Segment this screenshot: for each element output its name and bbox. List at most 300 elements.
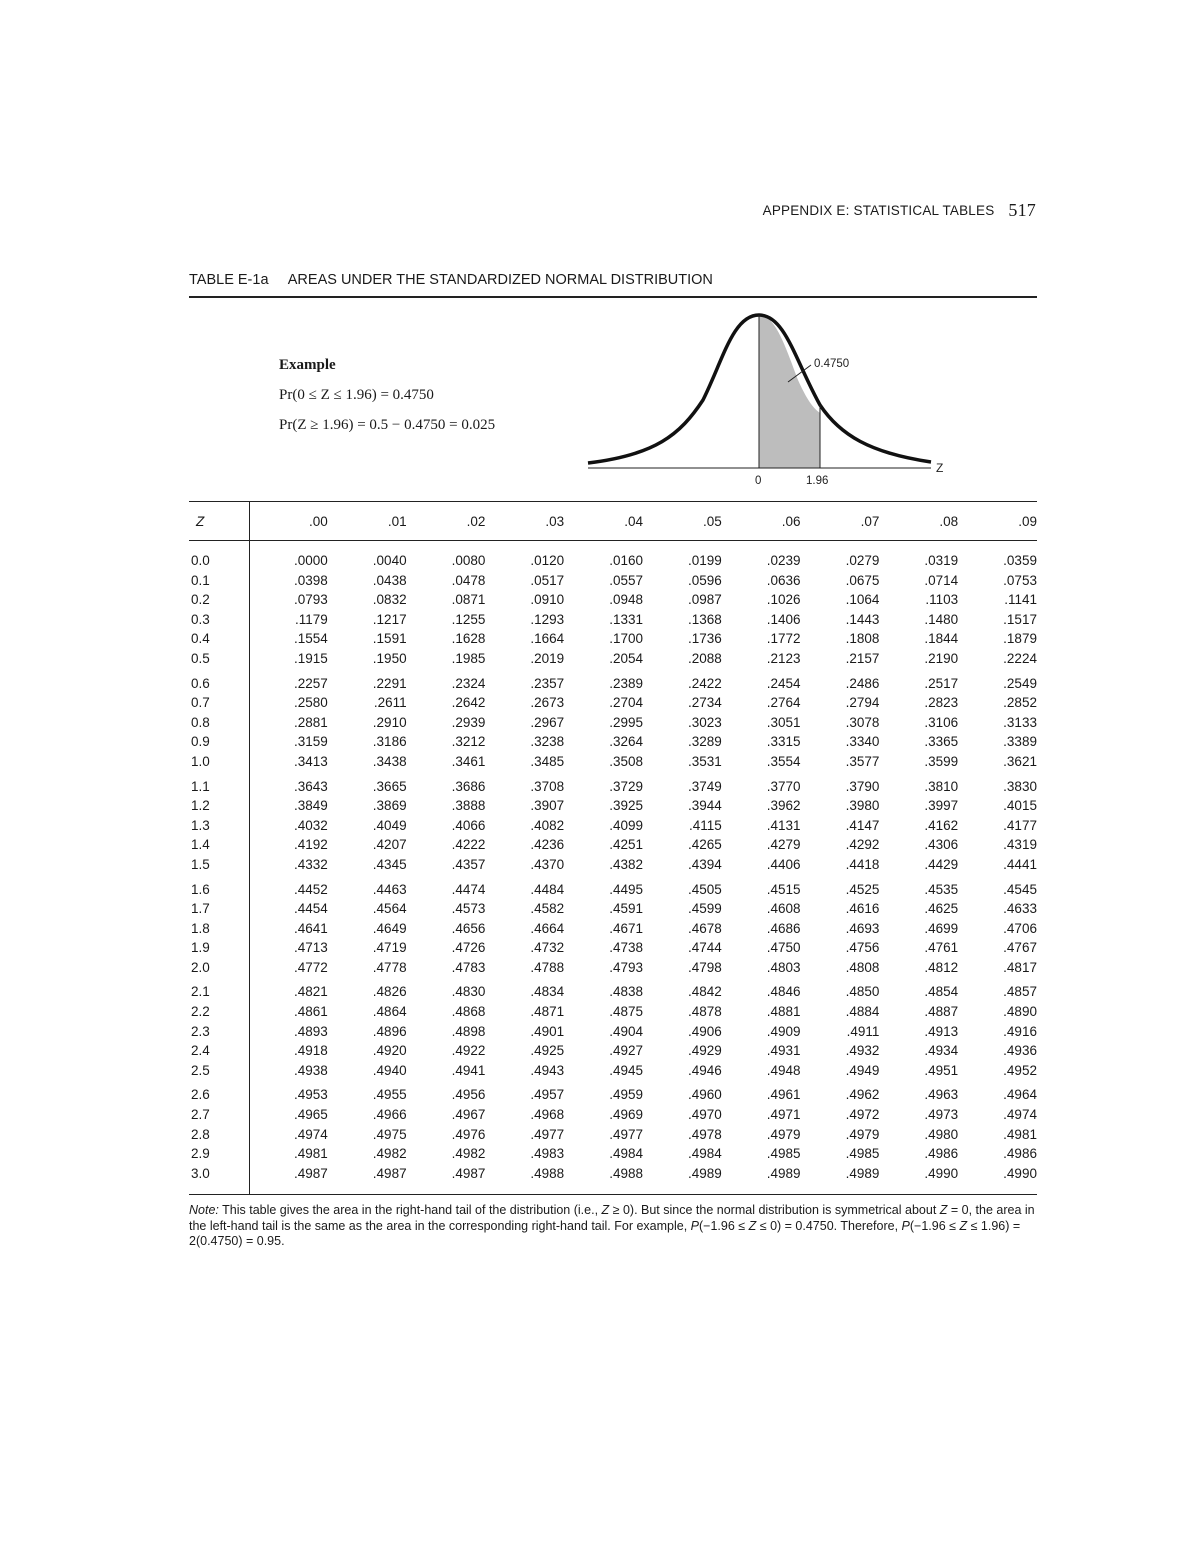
table-row xyxy=(189,880,1037,900)
table-cell: .0080 xyxy=(451,553,486,568)
table-cell: .3264 xyxy=(609,734,643,750)
table-cell: .4981 xyxy=(1003,1126,1037,1142)
table-cell: .4066 xyxy=(451,817,486,833)
table-cell: .4984 xyxy=(687,1146,722,1162)
table-cell: .4817 xyxy=(1003,959,1037,975)
table-cell: .4406 xyxy=(766,856,801,872)
table-cell: .2324 xyxy=(451,675,486,691)
example-box xyxy=(279,357,495,447)
table-cell: .2549 xyxy=(1003,675,1037,691)
table-cell: .4515 xyxy=(766,881,801,897)
table-cell: .4896 xyxy=(372,1023,407,1039)
table-cell: .3438 xyxy=(372,753,407,769)
table-cell: .4713 xyxy=(294,940,328,956)
table-cell: .0714 xyxy=(924,572,959,588)
table-row xyxy=(189,1022,1037,1042)
table-cell: .0120 xyxy=(530,553,565,568)
table-cell: .4319 xyxy=(1003,837,1037,853)
table-cell: .3133 xyxy=(1003,714,1037,730)
area-label: 0.4750 xyxy=(814,358,850,370)
table-cell: .0040 xyxy=(372,553,407,568)
table-cell: .4788 xyxy=(530,959,565,975)
table-cell: .1331 xyxy=(609,611,643,627)
table-cell: .3980 xyxy=(845,798,880,814)
column-header: .00 xyxy=(309,513,328,529)
table-cell: .2517 xyxy=(924,675,959,691)
table-cell: .1064 xyxy=(845,592,880,608)
column-header: .04 xyxy=(624,513,643,529)
table-cell: .2257 xyxy=(294,675,328,691)
table-cell: .4678 xyxy=(687,920,722,936)
table-row xyxy=(189,796,1037,816)
table-cell: .4989 xyxy=(845,1165,880,1181)
table-cell: .1443 xyxy=(845,611,880,627)
column-header: .05 xyxy=(703,513,722,529)
z-value: 2.9 xyxy=(191,1146,210,1162)
table-cell: .4778 xyxy=(372,959,407,975)
table-cell: .4986 xyxy=(1003,1146,1037,1162)
z-value: 0.1 xyxy=(191,572,210,588)
table-cell: .4987 xyxy=(294,1165,328,1181)
table-row xyxy=(189,713,1037,733)
table-row xyxy=(189,551,1037,571)
table-cell: .4292 xyxy=(845,837,880,853)
table-cell: .4452 xyxy=(294,881,328,897)
table-cell: .4957 xyxy=(530,1087,565,1103)
table-cell: .1664 xyxy=(530,631,565,647)
table-cell: .3830 xyxy=(1003,778,1037,794)
z-value: 1.0 xyxy=(191,753,210,769)
note-expr: P xyxy=(690,1218,700,1233)
table-cell: .4808 xyxy=(845,959,880,975)
table-row xyxy=(189,982,1037,1002)
table-cell: .3708 xyxy=(530,778,565,794)
table-cell: .4925 xyxy=(530,1043,565,1059)
table-cell: .4974 xyxy=(294,1126,328,1142)
table-cell: .2422 xyxy=(687,675,722,691)
note-text: This table gives the area in the right-hand tail of the distribution (i.e., xyxy=(218,1203,602,1217)
table-cell: .4850 xyxy=(845,984,880,1000)
table-cell: .0910 xyxy=(530,592,565,608)
z-value: 2.2 xyxy=(191,1004,210,1020)
table-cell: .3554 xyxy=(766,753,801,769)
table-cell: .4893 xyxy=(294,1023,328,1039)
note-expr: Z xyxy=(601,1203,610,1217)
table-cell: .4932 xyxy=(845,1043,880,1059)
table-label: TABLE E-1a xyxy=(189,272,269,288)
table-cell: .3621 xyxy=(1003,753,1037,769)
table-row xyxy=(189,1002,1037,1022)
table-cell: .4918 xyxy=(294,1043,328,1059)
table-cell: .4971 xyxy=(766,1107,801,1123)
table-cell: .4192 xyxy=(294,837,328,853)
table-cell: .4783 xyxy=(451,959,486,975)
table-cell: .1406 xyxy=(766,611,801,627)
table-cell: .4982 xyxy=(372,1146,407,1162)
table-cell: .4875 xyxy=(609,1004,643,1020)
z-value: 1.1 xyxy=(191,778,210,794)
table-cell: .1844 xyxy=(924,631,959,647)
table-cell: .4920 xyxy=(372,1043,407,1059)
tick-zero-label: 0 xyxy=(755,475,762,487)
table-cell: .0398 xyxy=(294,572,328,588)
table-cell: .4756 xyxy=(845,940,880,956)
table-cell: .4826 xyxy=(372,984,407,1000)
table-cell: .4962 xyxy=(845,1087,880,1103)
table-cell: .0000 xyxy=(294,553,328,568)
table-cell: .4890 xyxy=(1003,1004,1037,1020)
table-cell: .3159 xyxy=(294,734,328,750)
table-cell: .4015 xyxy=(1003,798,1037,814)
table-row xyxy=(189,1061,1037,1081)
table-cell: .2673 xyxy=(530,695,565,711)
axis-z-label: Z xyxy=(936,461,944,475)
table-header-row xyxy=(189,502,1037,541)
table-cell: .0871 xyxy=(451,592,486,608)
table-cell: .2967 xyxy=(530,714,565,730)
column-header: .01 xyxy=(387,513,407,529)
table-cell: .4738 xyxy=(609,940,643,956)
table-cell: .2995 xyxy=(609,714,643,730)
table-cell: .4251 xyxy=(609,837,643,853)
table-cell: .3925 xyxy=(609,798,643,814)
table-cell: .4898 xyxy=(451,1023,486,1039)
table-cell: .4474 xyxy=(451,881,486,897)
running-title: APPENDIX E: STATISTICAL TABLES xyxy=(762,203,995,218)
table-cell: .4719 xyxy=(372,940,407,956)
table-cell: .2823 xyxy=(924,695,959,711)
table-cell: .1217 xyxy=(372,611,407,627)
z-value: 1.2 xyxy=(191,798,210,814)
table-cell: .4988 xyxy=(530,1165,565,1181)
z-value: 0.0 xyxy=(191,553,210,568)
table-cell: .4977 xyxy=(530,1126,565,1142)
table-cell: .2734 xyxy=(687,695,722,711)
table-cell: .4878 xyxy=(687,1004,722,1020)
table-cell: .1255 xyxy=(451,611,486,627)
table-row xyxy=(189,938,1037,958)
table-cell: .3106 xyxy=(924,714,959,730)
table-cell: .4983 xyxy=(530,1146,565,1162)
table-cell: .4394 xyxy=(687,856,722,872)
table-cell: .4967 xyxy=(451,1107,486,1123)
table-row xyxy=(189,732,1037,752)
column-header: .02 xyxy=(466,513,486,529)
table-row xyxy=(189,1085,1037,1105)
table-cell: .4726 xyxy=(451,940,486,956)
table-cell: .3413 xyxy=(294,753,328,769)
table-cell: .3051 xyxy=(766,714,801,730)
table-cell: .4803 xyxy=(766,959,801,975)
table-cell: .0557 xyxy=(609,572,643,588)
table-cell: .2389 xyxy=(609,675,643,691)
table-cell: .4965 xyxy=(294,1107,328,1123)
example-heading: Example xyxy=(279,357,336,373)
table-cell: .2088 xyxy=(687,650,722,666)
table-cell: .3577 xyxy=(845,753,880,769)
table-cell: .4929 xyxy=(687,1043,722,1059)
table-cell: .4177 xyxy=(1003,817,1037,833)
table-cell: .4975 xyxy=(372,1126,407,1142)
table-cell: .4535 xyxy=(924,881,959,897)
page-number: 517 xyxy=(1008,200,1036,220)
table-cell: .4977 xyxy=(609,1126,643,1142)
z-value: 1.4 xyxy=(191,837,210,853)
table-cell: .4938 xyxy=(294,1062,328,1078)
z-value: 0.5 xyxy=(191,650,210,666)
table-cell: .4332 xyxy=(294,856,328,872)
table-cell: .4990 xyxy=(1003,1165,1037,1181)
table-cell: .4842 xyxy=(687,984,722,1000)
table-cell: .4979 xyxy=(845,1126,880,1142)
table-cell: .3531 xyxy=(687,753,722,769)
table-cell: .0675 xyxy=(845,572,880,588)
table-cell: .4830 xyxy=(451,984,486,1000)
table-cell: .4222 xyxy=(451,837,486,853)
table-cell: .2157 xyxy=(845,650,880,666)
table-cell: .4767 xyxy=(1003,940,1037,956)
table-cell: .0359 xyxy=(1003,553,1037,568)
table-row xyxy=(189,855,1037,875)
table-cell: .4989 xyxy=(766,1165,801,1181)
table-cell: .4345 xyxy=(372,856,407,872)
table-cell: .0636 xyxy=(766,572,801,588)
table-cell: .4909 xyxy=(766,1023,801,1039)
table-cell: .4984 xyxy=(609,1146,643,1162)
example-line-2: Pr(Z ≥ 1.96) = 0.5 − 0.4750 = 0.025 xyxy=(279,417,496,433)
table-cell: .2794 xyxy=(845,695,880,711)
table-cell: .4945 xyxy=(609,1062,643,1078)
table-cell: .0160 xyxy=(609,553,643,568)
table-cell: .4871 xyxy=(530,1004,565,1020)
table-cell: .3365 xyxy=(924,734,959,750)
z-value: 0.6 xyxy=(191,675,210,691)
table-cell: .1808 xyxy=(845,631,880,647)
table-cell: .1950 xyxy=(372,650,407,666)
table-cell: .4881 xyxy=(766,1004,801,1020)
table-row xyxy=(189,752,1037,772)
table-cell: .1026 xyxy=(766,592,801,608)
table-cell: .4671 xyxy=(609,920,643,936)
z-value: 0.4 xyxy=(191,631,210,647)
column-header: .09 xyxy=(1018,513,1037,529)
table-row xyxy=(189,777,1037,797)
table-cell: .4985 xyxy=(766,1146,801,1162)
table-cell: .4608 xyxy=(766,901,801,917)
table-cell: .4868 xyxy=(451,1004,486,1020)
table-cell: .4484 xyxy=(530,881,565,897)
table-cell: .3238 xyxy=(530,734,565,750)
table-cell: .1915 xyxy=(294,650,328,666)
table-cell: .4941 xyxy=(451,1062,486,1078)
table-cell: .1141 xyxy=(1004,592,1037,608)
table-cell: .1179 xyxy=(295,611,328,627)
table-cell: .2852 xyxy=(1003,695,1037,711)
table-cell: .3599 xyxy=(924,753,959,769)
z-value: 2.1 xyxy=(191,984,210,1000)
table-cell: .4946 xyxy=(687,1062,722,1078)
table-cell: .4429 xyxy=(924,856,959,872)
table-cell: .1480 xyxy=(924,611,959,627)
z-value: 1.3 xyxy=(191,817,210,833)
table-cell: .0199 xyxy=(687,553,722,568)
table-cell: .4948 xyxy=(766,1062,801,1078)
table-cell: .4115 xyxy=(689,817,722,833)
table-row xyxy=(189,1041,1037,1061)
table-bottom-rule xyxy=(189,1194,1037,1195)
table-cell: .0948 xyxy=(609,592,643,608)
table-cell: .3485 xyxy=(530,753,565,769)
table-cell: .4916 xyxy=(1003,1023,1037,1039)
table-cell: .2019 xyxy=(530,650,565,666)
table-cell: .4861 xyxy=(294,1004,328,1020)
tick-196-label: 1.96 xyxy=(806,475,829,487)
table-cell: .1879 xyxy=(1003,631,1037,647)
table-cell: .4936 xyxy=(1003,1043,1037,1059)
table-row xyxy=(189,629,1037,649)
table-cell: .3389 xyxy=(1003,734,1037,750)
table-cell: .1736 xyxy=(687,631,722,647)
table-cell: .4934 xyxy=(924,1043,959,1059)
z-value: 0.7 xyxy=(191,695,210,711)
table-cell: .4418 xyxy=(845,856,880,872)
table-cell: .3810 xyxy=(924,778,959,794)
table-cell: .4793 xyxy=(609,959,643,975)
table-cell: .3944 xyxy=(687,798,722,814)
table-cell: .4599 xyxy=(687,901,722,917)
table-cell: .4927 xyxy=(609,1043,643,1059)
table-row xyxy=(189,571,1037,591)
table-cell: .4913 xyxy=(924,1023,959,1039)
table-cell: .4838 xyxy=(609,984,643,1000)
table-cell: .4949 xyxy=(845,1062,880,1078)
note-label: Note: xyxy=(189,1203,219,1217)
z-value: 1.7 xyxy=(191,901,210,917)
table-cell: .4495 xyxy=(609,881,643,897)
table-cell: .4906 xyxy=(687,1023,722,1039)
table-cell: .1293 xyxy=(530,611,565,627)
table-cell: .4279 xyxy=(766,837,801,853)
table-cell: .4986 xyxy=(924,1146,959,1162)
table-cell: .4382 xyxy=(609,856,643,872)
z-value: 2.8 xyxy=(191,1126,210,1142)
table-cell: .3461 xyxy=(451,753,486,769)
table-cell: .4978 xyxy=(687,1126,722,1142)
table-cell: .4454 xyxy=(294,901,328,917)
shaded-area xyxy=(759,315,820,468)
table-cell: .4966 xyxy=(372,1107,407,1123)
table-cell: .4953 xyxy=(294,1087,328,1103)
table-cell: .4963 xyxy=(924,1087,959,1103)
z-value: 0.8 xyxy=(191,714,210,730)
table-cell: .4525 xyxy=(845,881,880,897)
table-row xyxy=(189,1144,1037,1164)
table-cell: .4821 xyxy=(294,984,328,1000)
table-cell: .3078 xyxy=(845,714,880,730)
z-value: 1.5 xyxy=(191,856,210,872)
table-cell: .3686 xyxy=(451,778,486,794)
table-cell: .4970 xyxy=(687,1107,722,1123)
table-cell: .4049 xyxy=(372,817,407,833)
z-value: 2.5 xyxy=(191,1062,210,1078)
note-text: (−1.96 ≤ xyxy=(699,1218,749,1233)
table-cell: .4987 xyxy=(451,1165,486,1181)
table-cell: .2642 xyxy=(451,695,486,711)
table-cell: .0517 xyxy=(530,572,565,588)
column-header: .06 xyxy=(781,513,801,529)
column-header: .03 xyxy=(545,513,565,529)
table-cell: .4985 xyxy=(845,1146,880,1162)
z-value: 2.6 xyxy=(191,1087,210,1103)
table-cell: .2454 xyxy=(766,675,801,691)
table-cell: .0239 xyxy=(766,553,801,568)
table-cell: .4911 xyxy=(846,1023,880,1039)
table-cell: .4943 xyxy=(530,1062,565,1078)
table-cell: .4207 xyxy=(372,837,407,853)
note-text: (−1.96 ≤ xyxy=(909,1218,960,1233)
z-column-divider xyxy=(249,502,250,1194)
normal-curve-figure xyxy=(585,305,955,490)
table-row xyxy=(189,610,1037,630)
table-body xyxy=(189,541,1037,1183)
column-header: .07 xyxy=(860,513,880,529)
table-row xyxy=(189,835,1037,855)
table-cell: .0753 xyxy=(1003,572,1037,588)
table-cell: .4750 xyxy=(766,940,801,956)
table-cell: .1985 xyxy=(451,650,486,666)
table-cell: .4265 xyxy=(687,837,722,853)
table-cell: .2190 xyxy=(924,650,959,666)
note-text: ≥ 0). But since the normal distribution is symmetrical about xyxy=(609,1203,940,1217)
table-cell: .4846 xyxy=(766,984,801,1000)
note-expr: Z xyxy=(748,1218,757,1233)
table-title xyxy=(189,272,713,288)
table-row xyxy=(189,1164,1037,1184)
table-cell: .2764 xyxy=(766,695,801,711)
table-cell: .4564 xyxy=(372,901,407,917)
table-cell: .3665 xyxy=(372,778,407,794)
table-cell: .4854 xyxy=(924,984,959,1000)
table-row xyxy=(189,590,1037,610)
table-cell: .4441 xyxy=(1003,856,1037,872)
table-cell: .4625 xyxy=(924,901,959,917)
table-cell: .4955 xyxy=(372,1087,407,1103)
table-row xyxy=(189,919,1037,939)
table-cell: .0596 xyxy=(687,572,722,588)
table-cell: .4979 xyxy=(766,1126,801,1142)
table-cell: .2486 xyxy=(845,675,880,691)
table-cell: .4973 xyxy=(924,1107,959,1123)
table-cell: .3749 xyxy=(687,778,722,794)
table-cell: .4952 xyxy=(1003,1062,1037,1078)
table-cell: .0478 xyxy=(451,572,486,588)
table-cell: .3023 xyxy=(687,714,722,730)
table-cell: .4884 xyxy=(845,1004,880,1020)
table-cell: .4131 xyxy=(766,817,801,833)
table-cell: .4982 xyxy=(451,1146,486,1162)
table-note xyxy=(189,1203,1039,1250)
table-cell: .4236 xyxy=(530,837,565,853)
table-cell: .4798 xyxy=(687,959,722,975)
table-cell: .3869 xyxy=(372,798,407,814)
z-value: 1.8 xyxy=(191,920,210,936)
table-cell: .2291 xyxy=(372,675,407,691)
note-expr: Z xyxy=(939,1203,948,1217)
title-rule xyxy=(189,296,1037,298)
table-cell: .4357 xyxy=(451,856,486,872)
table-cell: .3888 xyxy=(451,798,486,814)
z-header: Z xyxy=(196,513,205,529)
